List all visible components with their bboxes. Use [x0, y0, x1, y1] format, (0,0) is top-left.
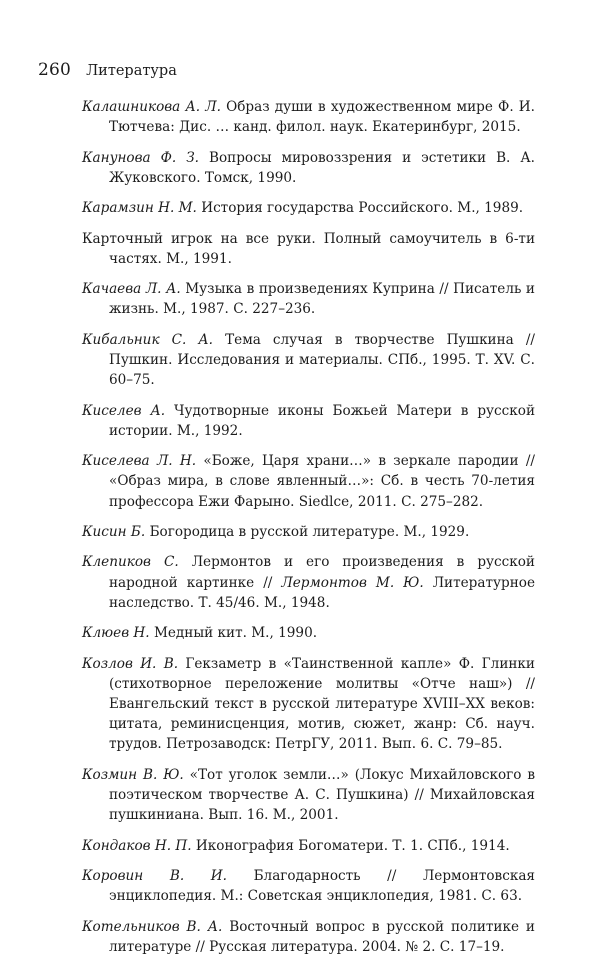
- entry-text: Богородица в русской литературе. М., 1929.: [149, 523, 470, 540]
- bibliography-entry: [82, 654, 535, 755]
- entry-author: Коровин В. И.: [82, 867, 227, 884]
- bibliography-entry: [82, 917, 535, 957]
- page-header: [38, 60, 177, 80]
- entry-author: Киселев А.: [82, 402, 166, 419]
- entry-author: Кисин Б.: [82, 523, 146, 540]
- entry-text: Вопросы мировоззрения и эстетики В. А. Жуковского. Томск, 1990.: [109, 149, 535, 186]
- entry-text: Образ души в художественном мире Ф. И. Тютчева: Дис. … канд. филол. наук. Екатеринбург, 2015.: [109, 99, 535, 136]
- bibliography-entry: [82, 229, 535, 269]
- bibliography-list: [82, 97, 535, 967]
- entry-author: Киселева Л. Н.: [82, 453, 197, 470]
- bibliography-entry: [82, 401, 535, 441]
- entry-text: Лермонтов и его произведения в русской народной картинке //: [109, 554, 535, 591]
- bibliography-entry: [82, 451, 535, 512]
- bibliography-entry: [82, 279, 535, 319]
- entry-secondary-text: Литературное наследство. Т. 45/46. М., 1948.: [109, 574, 535, 611]
- entry-author: Котельников В. А.: [82, 918, 223, 935]
- entry-text: Медный кит. М., 1990.: [153, 625, 318, 642]
- entry-author: Клепиков С.: [82, 554, 179, 571]
- entry-author: Козлов И. В.: [82, 655, 179, 672]
- entry-text: «Тот уголок земли…» (Локус Михайловского в поэтическом творчестве А. С. Пушкина) // Михайловская пушкиниана. Вып. 16. М., 2001.: [109, 766, 535, 824]
- entry-author: Кондаков Н. П.: [82, 837, 192, 854]
- bibliography-entry: [82, 97, 535, 137]
- bibliography-entry: [82, 552, 535, 613]
- entry-text: Тема случая в творчестве Пушкина // Пушкин. Исследования и материалы. СПб., 1995. Т. XV. С. 60–75.: [109, 331, 535, 389]
- entry-author: Клюев Н.: [82, 625, 150, 642]
- entry-text: История государства Российского. М., 1989.: [201, 200, 524, 217]
- entry-text: Музыка в произведениях Куприна // Писатель и жизнь. М., 1987. С. 227–236.: [109, 281, 535, 318]
- entry-author: Калашникова А. Л.: [82, 99, 221, 115]
- entry-author: Козмин В. Ю.: [82, 766, 184, 783]
- entry-author: Кибальник С. А.: [82, 331, 214, 348]
- page-number: 260: [38, 60, 72, 80]
- bibliography-entry: [82, 866, 535, 906]
- bibliography-entry: [82, 198, 535, 218]
- entry-text: Карточный игрок на все руки. Полный самоучитель в 6-ти частях. М., 1991.: [82, 230, 535, 267]
- entry-author: Канунова Ф. З.: [82, 149, 199, 166]
- entry-secondary-author: Лермонтов М. Ю.: [281, 574, 424, 591]
- entry-author: Карамзин Н. М.: [82, 200, 197, 217]
- bibliography-entry: [82, 623, 535, 643]
- bibliography-entry: [82, 836, 535, 856]
- entry-text: Восточный вопрос в русской политике и литературе // Русская литература. 2004. № 2. С. 17–19.: [109, 918, 535, 955]
- bibliography-entry: [82, 765, 535, 826]
- entry-text: «Боже, Царя храни…» в зеркале пародии // «Образ мира, в слове явленный…»: Сб. в честь 70-летия профессора Ежи Фарыно. Siedlce, 2011. С. 275–282.: [109, 453, 536, 510]
- running-head: Литература: [86, 63, 177, 79]
- entry-text: Благодарность // Лермонтовская энциклопедия. М.: Советская энциклопедия, 1981. С. 63.: [109, 867, 535, 905]
- bibliography-entry: [82, 330, 535, 391]
- entry-text: Иконография Богоматери. Т. 1. СПб., 1914.: [195, 837, 510, 854]
- entry-text: Чудотворные иконы Божьей Матери в русской истории. М., 1992.: [109, 402, 536, 439]
- bibliography-entry: [82, 148, 535, 188]
- bibliography-entry: [82, 522, 535, 542]
- entry-author: Качаева Л. А.: [82, 281, 181, 298]
- entry-text: Гекзаметр в «Таинственной капле» Ф. Глинки (стихотворное переложение молитвы «Отче наш») // Евангельский текст в русской литературе XVIII–XX веков: цитата, реминисценция, мотив, сюжет, жанр: Сб. науч. трудов. Петрозаводск: ПетрГУ, 2011. Вып. 6. С. 79–85.: [109, 655, 535, 753]
